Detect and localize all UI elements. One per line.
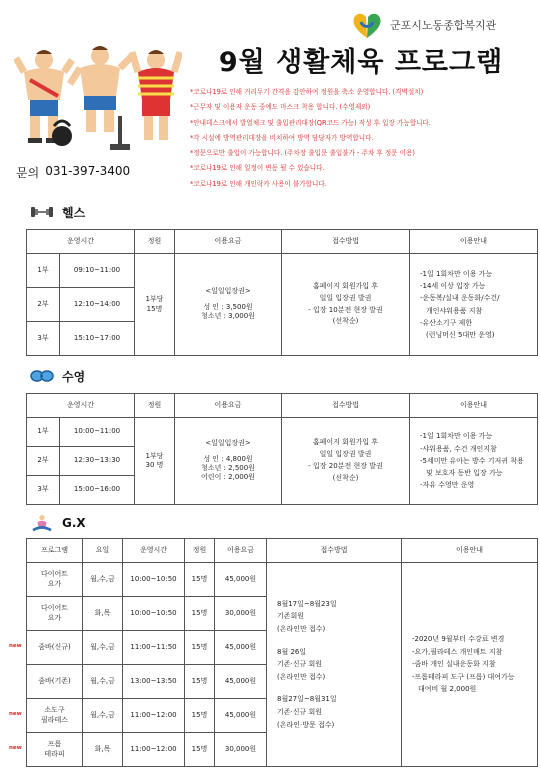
fee-adult: 성 인 : 3,500원 xyxy=(203,302,253,311)
program-days: 월,수,금 xyxy=(83,665,123,699)
method-cell xyxy=(282,254,410,356)
gx-table xyxy=(26,538,538,767)
capacity-line: 1부당 xyxy=(145,451,164,460)
contact-phone: 031-397-3400 xyxy=(45,164,131,178)
notice-item: *코로나19로 인해 거리두기 간격을 감안하여 정원을 축소 운영합니다. (격벽설치) xyxy=(190,88,424,96)
notice-item: *근무자 및 이용자 운동 중에도 마스크 착용 합니다. (수영제외) xyxy=(190,103,371,112)
program-name-line: 소도구 xyxy=(44,706,65,715)
program-name-line: 프롭 xyxy=(47,740,62,749)
notice-item: *코로나19로 인해 개인락카 사용이 불가합니다. xyxy=(190,179,327,188)
method-line: 8월 26일 xyxy=(277,647,307,656)
program-days: 월,수,금 xyxy=(83,631,123,665)
program-days: 월,수,금 xyxy=(83,563,123,597)
col-header: 이용요금 xyxy=(175,230,282,254)
info-line: -운동복/실내 운동화/수건/ xyxy=(420,294,500,303)
program-name-line: 필라테스 xyxy=(40,715,69,724)
gx-title: G.X xyxy=(62,516,86,530)
fee-youth: 청소년 : 2,500원 xyxy=(201,464,255,472)
method-line: (온라인만 접수) xyxy=(277,672,326,681)
program-fee: 45,000원 xyxy=(215,563,267,597)
col-header: 이용안내 xyxy=(402,539,538,563)
notice-item: *정문으로만 출입이 가능합니다. (주차장 출입문 출입불가 - 주차 후 정문 이용) xyxy=(190,149,415,158)
program-capacity: 15명 xyxy=(185,563,215,597)
notice-item: *안내데스크에서 발열체크 및 출입관리대장(QR코드 가능) 작성 후 입장 가능합니다. xyxy=(190,118,431,127)
capacity-line: 1부당 xyxy=(145,295,164,304)
program-capacity: 15명 xyxy=(185,733,215,767)
program-capacity: 15명 xyxy=(185,665,215,699)
method-line: - 입장 20분전 현장 발권 xyxy=(308,462,383,470)
info-line: (런닝머신 5대만 운영) xyxy=(426,331,495,339)
program-fee: 30,000원 xyxy=(215,733,267,767)
info-line: 대여비 월 2,000원 xyxy=(418,685,477,694)
col-header: 운영시간 xyxy=(27,394,135,418)
col-header: 이용요금 xyxy=(215,539,267,563)
gx-section-header xyxy=(30,514,86,532)
table-header-row xyxy=(27,539,538,563)
program-name xyxy=(27,733,83,767)
program-fee: 30,000원 xyxy=(215,597,267,631)
method-line: 8월27일~8월31일 xyxy=(277,695,337,704)
col-header: 프로그램 xyxy=(27,539,83,563)
info-line: -유산소기구 제한 xyxy=(420,318,473,327)
table-row xyxy=(27,563,538,597)
col-header: 이용안내 xyxy=(410,230,538,254)
session-label: 1부 xyxy=(27,418,60,447)
info-line: -5세미만 유아는 방수 기저귀 착용 xyxy=(420,456,524,465)
fee-youth: 청소년 : 3,000원 xyxy=(201,312,255,321)
program-days: 화,목 xyxy=(83,597,123,631)
program-name xyxy=(27,665,83,699)
program-name-line: 요가 xyxy=(47,579,62,588)
contact-label: 문의 xyxy=(16,166,40,180)
fee-cell xyxy=(175,418,282,505)
method-line: (온라인만 접수) xyxy=(277,625,326,634)
program-days: 화,목 xyxy=(83,733,123,767)
program-fee: 45,000원 xyxy=(215,665,267,699)
col-header: 이용요금 xyxy=(175,394,282,418)
org-logo xyxy=(350,10,496,40)
program-name-line: 다이어트 xyxy=(40,604,69,613)
new-badge: new xyxy=(9,711,22,717)
method-line: 일일 입장권 발권 xyxy=(319,450,372,459)
new-badge: new xyxy=(9,745,22,751)
health-section-header xyxy=(30,203,85,221)
dumbbell-icon xyxy=(30,203,54,221)
col-header: 운영시간 xyxy=(27,230,135,254)
col-header: 정원 xyxy=(135,230,175,254)
program-time: 10:00~10:50 xyxy=(123,563,185,597)
program-capacity: 15명 xyxy=(185,631,215,665)
program-name xyxy=(27,699,83,733)
table-row xyxy=(27,418,538,447)
info-line: -1일 1회차만 이용 가능 xyxy=(420,432,493,441)
session-label: 1부 xyxy=(27,254,60,288)
table-header-row xyxy=(27,394,538,418)
info-line: -프롭테라피 도구 (프롭) 대여가능 xyxy=(412,672,515,681)
session-label: 3부 xyxy=(27,322,60,356)
info-line: -14세 이상 입장 가능 xyxy=(420,282,486,290)
method-line: (온라인·방문 접수) xyxy=(277,720,335,729)
fee-pass: <일일입장권> xyxy=(205,287,251,296)
method-line: 8월17일~8월23일 xyxy=(277,599,337,608)
col-header: 운영시간 xyxy=(123,539,185,563)
fee-pass: <일일입장권> xyxy=(205,439,251,448)
goggles-icon xyxy=(30,367,54,385)
col-header: 접수방법 xyxy=(282,230,410,254)
capacity-cell xyxy=(135,254,175,356)
session-label: 3부 xyxy=(27,476,60,505)
program-name-line: 다이어트 xyxy=(40,570,69,579)
program-name xyxy=(27,563,83,597)
session-time: 09:10~11:00 xyxy=(60,254,135,288)
program-capacity: 15명 xyxy=(185,597,215,631)
method-line: - 입장 10분전 현장 발권 xyxy=(308,305,383,314)
new-badge: new xyxy=(9,643,22,649)
program-time: 11:00~11:50 xyxy=(123,631,185,665)
session-time: 15:10~17:00 xyxy=(60,322,135,356)
info-line: -자유 수영만 운영 xyxy=(420,481,475,490)
yoga-person-icon xyxy=(30,514,54,532)
program-name-line: 줌바(기존) xyxy=(38,676,71,685)
fee-child: 어린이 : 2,000원 xyxy=(201,473,255,482)
info-line: 및 보호자 동반 입장 가능 xyxy=(426,469,503,478)
session-time: 10:00~11:00 xyxy=(60,418,135,447)
program-name xyxy=(27,631,83,665)
info-cell xyxy=(410,254,538,356)
col-header: 이용안내 xyxy=(410,394,538,418)
fee-adult: 성 인 : 4,800원 xyxy=(203,454,253,463)
program-time: 10:00~10:50 xyxy=(123,597,185,631)
info-line: -샤워용품, 수건 개인지참 xyxy=(420,444,497,453)
method-line: 일일 입장권 발권 xyxy=(319,293,372,302)
notice-item: *각 시설에 방역관리대장을 비치하여 방역 담당자가 방역합니다. xyxy=(190,133,374,142)
info-line: 개인샤워용품 지참 xyxy=(426,306,483,315)
session-time: 15:00~16:00 xyxy=(60,476,135,505)
program-name xyxy=(27,597,83,631)
program-time: 13:00~13:50 xyxy=(123,665,185,699)
org-name: 군포시노동종합복지관 xyxy=(390,19,497,32)
col-header: 정원 xyxy=(185,539,215,563)
info-line: -요가,필라테스 개인매트 지참 xyxy=(412,647,503,656)
swim-title: 수영 xyxy=(62,369,86,384)
method-line: (선착순) xyxy=(332,473,359,482)
notice-item: *코로나19로 인해 일정이 변동 될 수 있습니다. xyxy=(190,164,325,173)
info-line: -2020년 9월부터 수강료 변경 xyxy=(412,635,505,644)
swim-table xyxy=(26,393,538,505)
session-time: 12:10~14:00 xyxy=(60,288,135,322)
session-label: 2부 xyxy=(27,288,60,322)
method-cell xyxy=(282,418,410,505)
col-header: 접수방법 xyxy=(282,394,410,418)
fee-cell xyxy=(175,254,282,356)
program-time: 11:00~12:00 xyxy=(123,733,185,767)
program-name-line: 요가 xyxy=(47,613,62,622)
capacity-cell xyxy=(135,418,175,505)
info-cell xyxy=(402,563,538,767)
swim-section-header xyxy=(30,367,85,385)
table-header-row xyxy=(27,230,538,254)
method-line: 기존·신규 회원 xyxy=(277,707,323,716)
method-line: (선착순) xyxy=(332,317,359,326)
info-line: -줌바 개인 실내운동화 지참 xyxy=(412,660,496,669)
col-header: 요일 xyxy=(83,539,123,563)
program-time: 11:00~12:00 xyxy=(123,699,185,733)
program-capacity: 15명 xyxy=(185,699,215,733)
program-name-line: 테라피 xyxy=(44,749,65,758)
info-line: -1일 1회차만 이용 가능 xyxy=(420,269,493,278)
health-title: 헬스 xyxy=(62,205,86,220)
method-line: 홈페이지 회원가입 후 xyxy=(312,438,379,447)
program-days: 월,수,금 xyxy=(83,699,123,733)
session-label: 2부 xyxy=(27,447,60,476)
strongman-illustration xyxy=(14,38,182,156)
program-fee: 45,000원 xyxy=(215,631,267,665)
notice-list xyxy=(190,85,535,192)
capacity-line: 30 명 xyxy=(145,461,164,469)
col-header: 접수방법 xyxy=(267,539,402,563)
session-time: 12:30~13:30 xyxy=(60,447,135,476)
col-header: 정원 xyxy=(135,394,175,418)
method-line: 홈페이지 회원가입 후 xyxy=(312,281,379,290)
table-row xyxy=(27,254,538,288)
contact-info xyxy=(16,164,130,181)
method-line: 기존·신규 회원 xyxy=(277,660,323,669)
capacity-line: 15명 xyxy=(146,304,163,313)
heart-logo-icon xyxy=(350,10,384,40)
health-table xyxy=(26,229,538,356)
method-line: 기존회원 xyxy=(277,612,305,621)
program-name-line: 줌바(신규) xyxy=(38,642,71,651)
info-cell xyxy=(410,418,538,505)
page-title: 9월 생활체육 프로그램 xyxy=(218,47,504,78)
program-fee: 45,000원 xyxy=(215,699,267,733)
method-cell xyxy=(267,563,402,767)
